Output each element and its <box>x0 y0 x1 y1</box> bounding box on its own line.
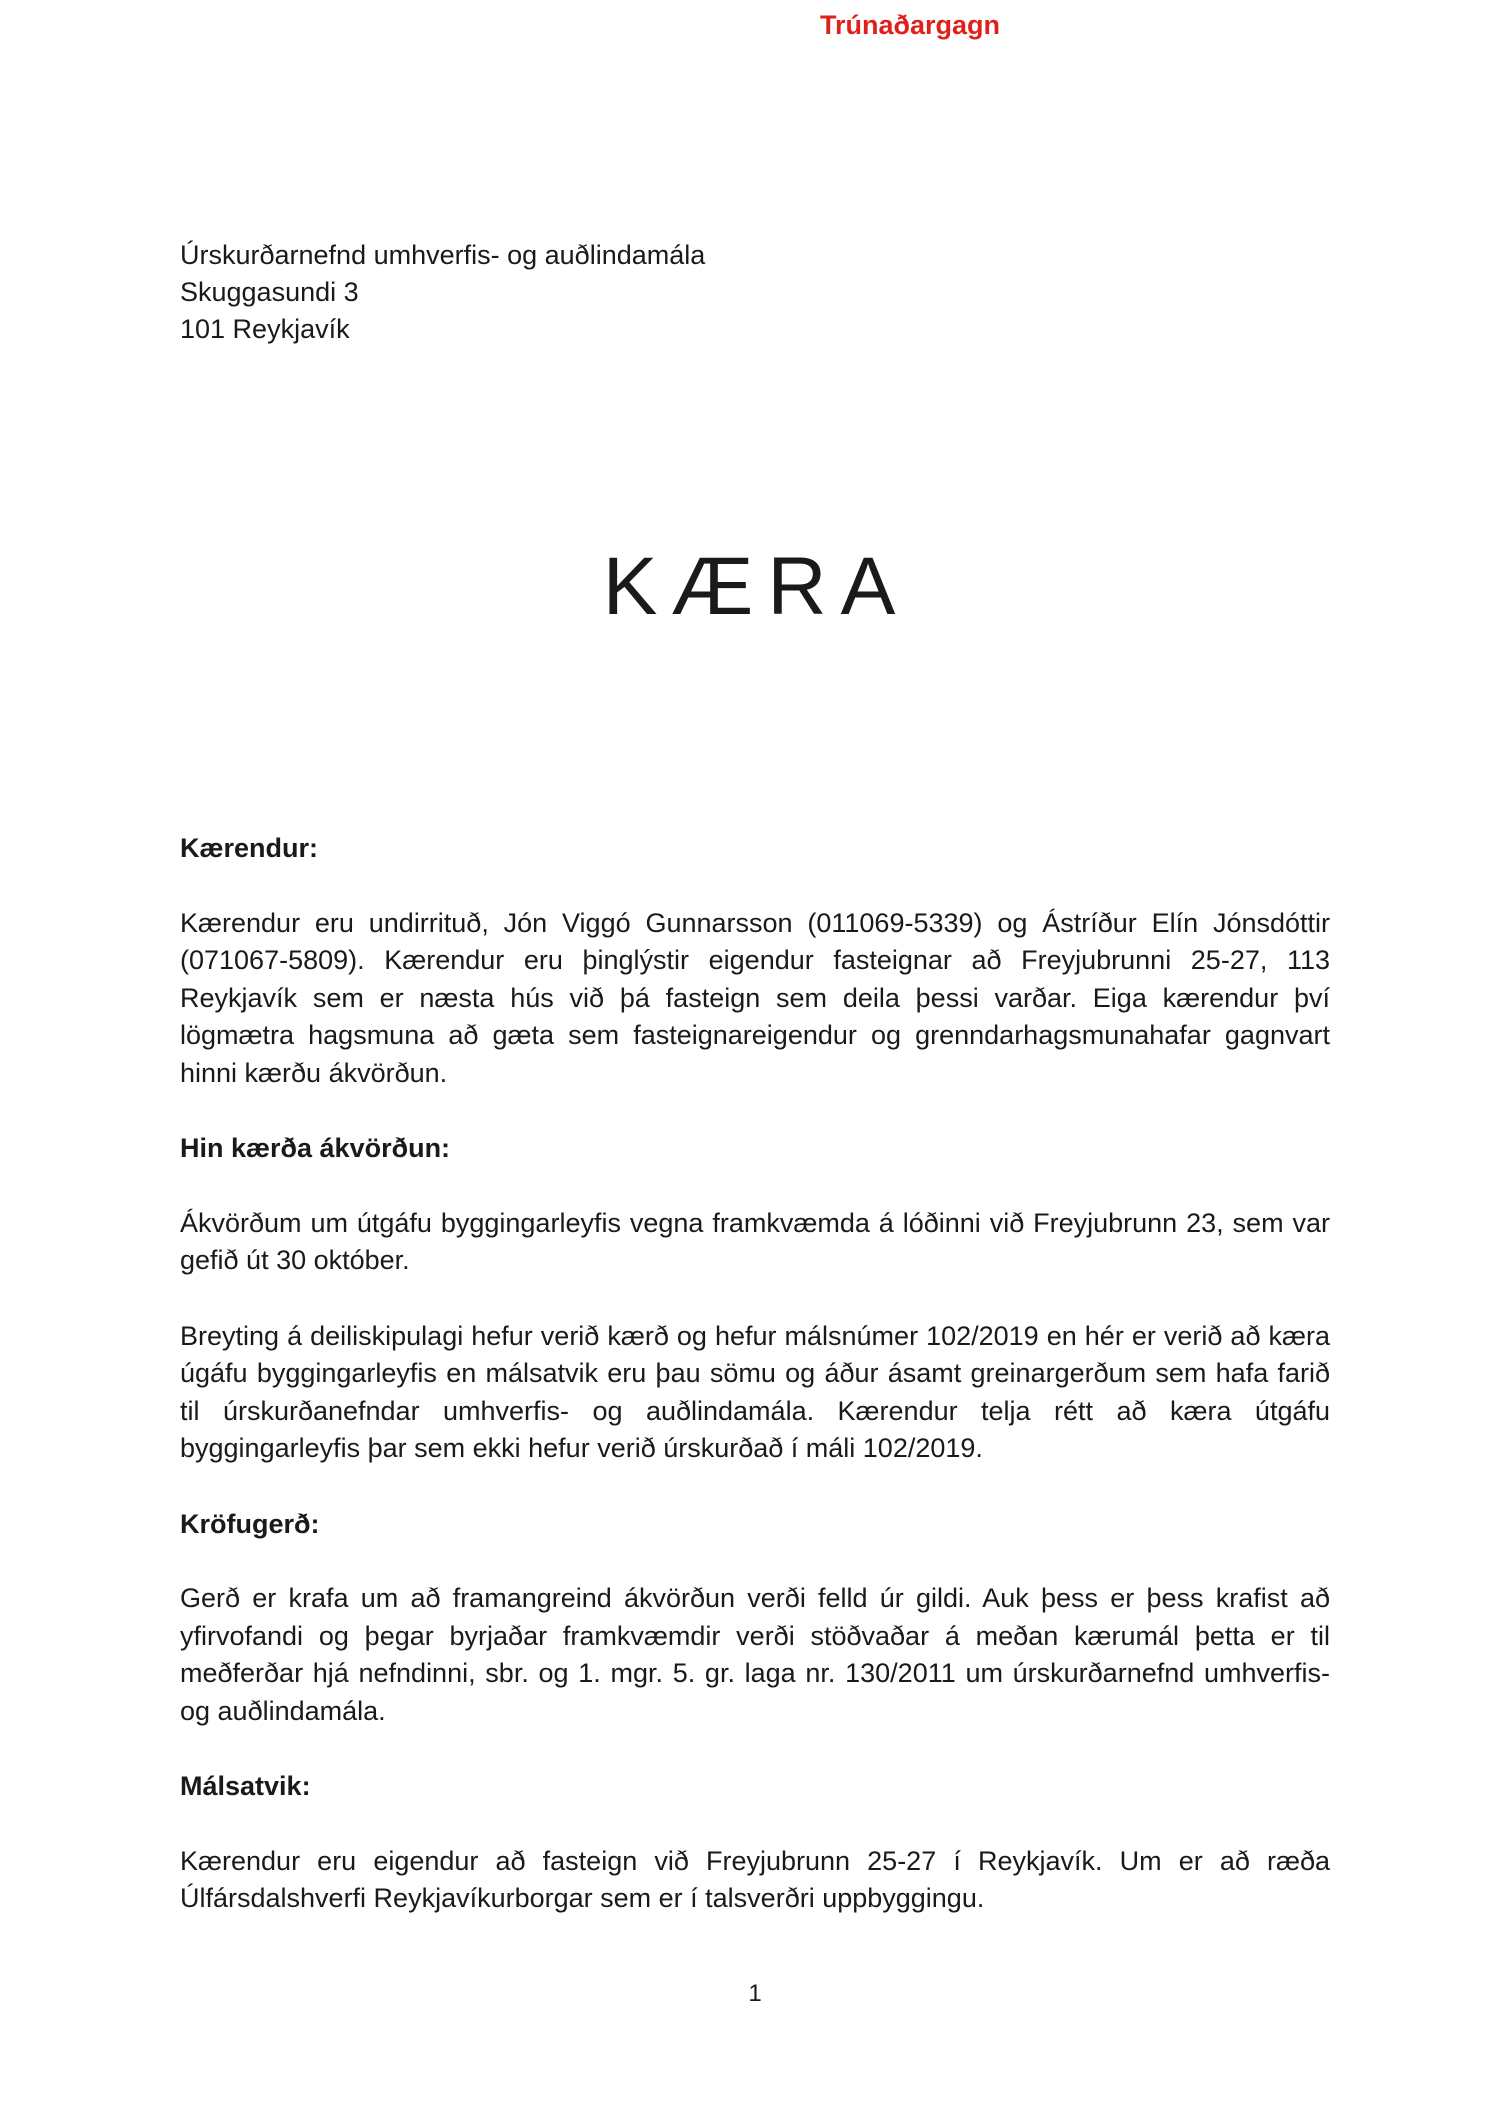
document-body <box>180 830 1330 1956</box>
paragraph: Kærendur eru eigendur að fasteign við Freyjubrunn 25-27 í Reykjavík. Um er að ræða Úlfársdalshverfi Reykjavíkurborgar sem er í talsverðri uppbyggingu. <box>180 1845 1330 1913</box>
document-title: KÆRA <box>602 541 910 632</box>
section-krofugerd <box>180 1506 1330 1731</box>
paragraph: Ákvörðum um útgáfu byggingarleyfis vegna framkvæmda á lóðinni við Freyjubrunn 23, sem var gefið út 30 október. <box>180 1207 1330 1275</box>
page-number: 1 <box>748 1980 762 2007</box>
recipient-address <box>180 237 705 348</box>
section-heading: Kærendur: <box>180 833 319 863</box>
section-kaerendur <box>180 830 1330 1092</box>
confidential-label: Trúnaðargagn <box>819 10 1001 40</box>
section-heading: Kröfugerð: <box>180 1508 320 1539</box>
section-heading: Hin kærða ákvörðun: <box>180 1133 451 1163</box>
recipient-name: Úrskurðarnefnd umhverfis- og auðlindamála <box>180 240 706 270</box>
section-kaerd-akvordun <box>180 1130 1330 1468</box>
paragraph: Breyting á deiliskipulagi hefur verið kærð og hefur málsnúmer 102/2019 en hér er verið að kæra úgáfu byggingarleyfis en málsatvik eru þau sömu og áður ásamt greinargerðum sem hafa farið til úrskurðanefndar umhverfis- og auðlindamála. Kærendur telja rétt að kæra útgáfu byggingarleyfis þar sem ekki hefur verið úrskurðað í máli 102/2019. <box>180 1320 1330 1463</box>
recipient-city: 101 Reykjavík <box>180 314 350 344</box>
recipient-street: Skuggasundi 3 <box>180 277 359 307</box>
section-heading: Málsatvik: <box>180 1771 311 1801</box>
section-malsatvik <box>180 1768 1330 1918</box>
paragraph: Gerð er krafa um að framangreind ákvörðun verði felld úr gildi. Auk þess er þess krafist að yfirvofandi og þegar byrjaðar framkvæmdir verði stöðvaðar á meðan kærumál þetta er til meðferðar hjá nefndinni, sbr. og 1. mgr. 5. gr. laga nr. 130/2011 um úrskurðarnefnd umhverfis- og auðlindamála. <box>180 1583 1330 1726</box>
paragraph: Kærendur eru undirrituð, Jón Viggó Gunnarsson (011069-5339) og Ástríður Elín Jónsdóttir (071067-5809). Kærendur eru þinglýstir eigendur fasteignar að Freyjubrunni 25-27, 113 Reykjavík sem er næsta hús við þá fasteign sem deila þessi varðar. Eiga kærendur því lögmætra hagsmuna að gæta sem fasteignareigendur og grenndarhagsmunahafar gagnvart hinni kærðu ákvörðun. <box>180 907 1330 1088</box>
